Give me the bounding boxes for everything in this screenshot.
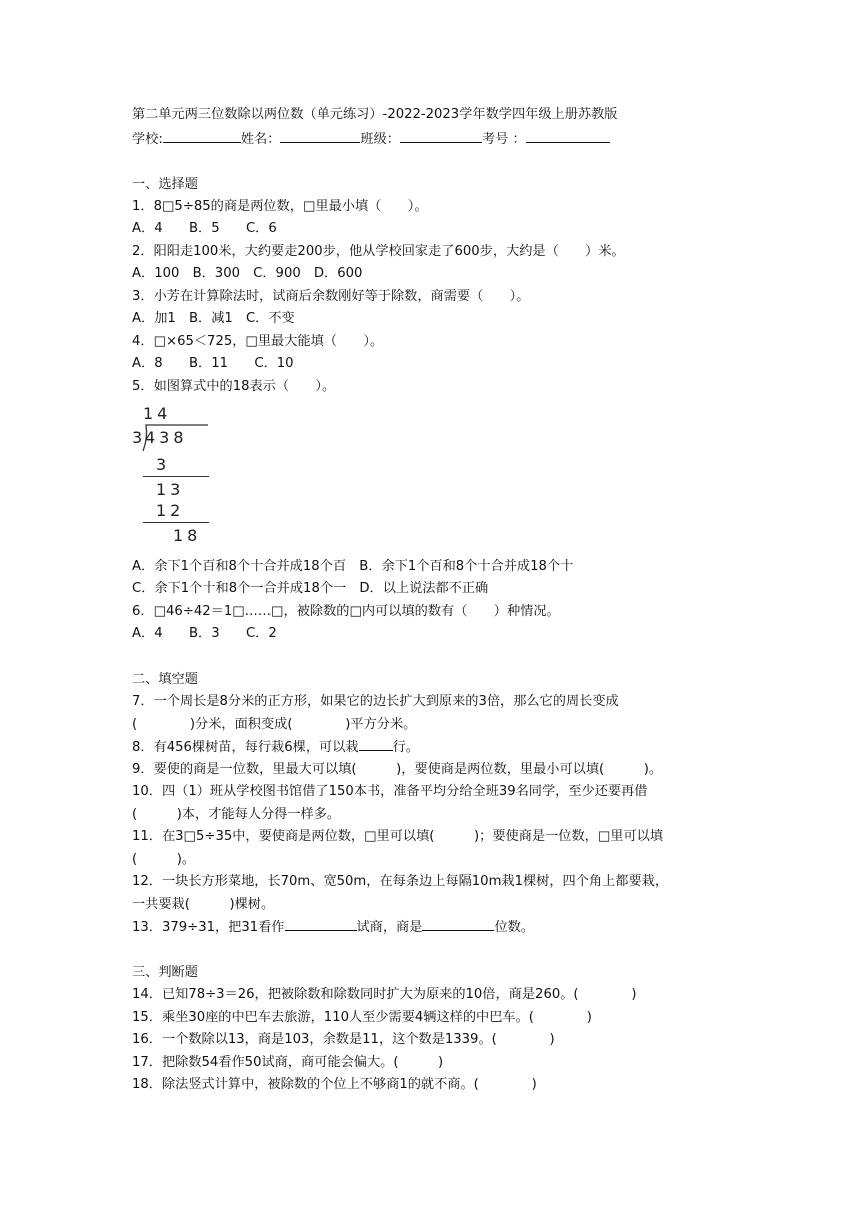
question-8-blank	[359, 738, 393, 751]
question-13-suffix: 位数。	[494, 920, 534, 935]
question-5-options-ab: A．余下1个百和8个十合并成18个百 B．余下1个百和8个十合并成18个十	[132, 559, 574, 574]
question-16: 16．一个数除以13，商是103，余数是11，这个数是1339。( )	[132, 1032, 555, 1047]
question-8	[132, 738, 419, 757]
question-13-blank-2	[422, 918, 494, 931]
question-13-text: 13．379÷31，把31看作	[132, 920, 285, 935]
id-label: 考号 ：	[481, 132, 526, 147]
school-blank	[163, 130, 241, 143]
question-7-line-1: 7．一个周长是8分米的正方形，如果它的边长扩大到原来的3倍，那么它的周长变成	[132, 694, 619, 709]
name-label: 姓名：	[240, 132, 281, 147]
question-11-line-1: 11．在3□5÷35中，要使商是两位数，□里可以填( )；要使商是一位数，□里可以填	[132, 829, 664, 844]
division-quotient: 14	[143, 404, 172, 423]
question-1-options: A．4 B．5 C．6	[132, 221, 277, 236]
section-choice-title: 一、选择题	[132, 177, 198, 192]
question-3-options: A．加1 B．减1 C．不变	[132, 311, 295, 326]
school-label: 学校:	[132, 132, 163, 147]
question-8-text: 8．有456棵树苗，每行栽6棵，可以栽	[132, 740, 359, 755]
class-label: 班级：	[360, 132, 400, 147]
question-4: 4．□×65＜725，□里最大能填（ ）。	[132, 334, 384, 349]
question-3: 3．小芳在计算除法时，试商后余数刚好等于除数，商需要（ ）。	[132, 289, 530, 304]
question-10-line-2: ( )本，才能每人分得一样多。	[132, 807, 341, 822]
question-12-line-2: 一共要栽( )棵树。	[132, 897, 275, 912]
question-9: 9．要使的商是一位数，里最大可以填( )，要使商是两位数，里最小可以填( )。	[132, 762, 663, 777]
id-blank	[526, 130, 610, 143]
question-13-blank-1	[285, 918, 357, 931]
question-15: 15．乘坐30座的中巴车去旅游，110人至少需要4辆这样的中巴车。( )	[132, 1010, 592, 1025]
name-blank	[280, 130, 360, 143]
question-2-options: A．100 B．300 C．900 D．600	[132, 266, 363, 281]
question-8-suffix: 行。	[392, 740, 419, 755]
question-13	[132, 918, 534, 937]
division-step-2: 13	[156, 480, 185, 499]
question-10-line-1: 10．四（1）班从学校图书馆借了150本书，准备平均分给全班39名同学，至少还要再借	[132, 784, 648, 799]
question-11-line-2: ( )。	[132, 852, 196, 867]
section-fill-title: 二、填空题	[132, 672, 198, 687]
question-5-options-cd: C．余下1个十和8个一合并成18个一 D．以上说法都不正确	[132, 581, 489, 596]
question-13-mid: 试商，商是	[356, 920, 423, 935]
student-info-row	[132, 130, 610, 149]
page-title: 第二单元两三位数除以两位数（单元练习）-2022-2023学年数学四年级上册苏教版	[132, 107, 618, 122]
question-14: 14．已知78÷3＝26，把被除数和除数同时扩大为原来的10倍，商是260。( )	[132, 987, 637, 1002]
long-division-figure	[128, 402, 228, 550]
question-12-line-1: 12．一块长方形菜地，长70m、宽50m，在每条边上每隔10m栽1棵树，四个角上都要栽，	[132, 874, 669, 889]
division-step-3: 12	[156, 501, 185, 520]
question-7-line-2: ( )分米，面积变成( )平方分米。	[132, 717, 417, 732]
class-blank	[400, 130, 482, 143]
question-4-options: A．8 B．11 C．10	[132, 356, 294, 371]
question-18: 18．除法竖式计算中，被除数的个位上不够商1的就不商。( )	[132, 1077, 537, 1092]
division-remainder: 18	[173, 526, 202, 545]
question-1: 1．8□5÷85的商是两位数，□里最小填（ ）。	[132, 199, 428, 214]
question-17: 17．把除数54看作50试商，商可能会偏大。( )	[132, 1055, 444, 1070]
question-6-options: A．4 B．3 C．2	[132, 626, 277, 641]
division-line-2	[143, 522, 209, 523]
section-judge-title: 三、判断题	[132, 965, 198, 980]
question-6: 6．□46÷42＝1□……□，被除数的□内可以填的数有（ ）种情况。	[132, 604, 560, 619]
division-dividend: 438	[145, 428, 188, 447]
question-2: 2．阳阳走100米，大约要走200步，他从学校回家走了600步，大约是（ ）米。	[132, 244, 625, 259]
division-line-1	[143, 476, 209, 477]
division-divisor: 3	[132, 428, 147, 447]
division-step-1: 3	[156, 455, 171, 474]
question-5: 5．如图算式中的18表示（ ）。	[132, 379, 336, 394]
